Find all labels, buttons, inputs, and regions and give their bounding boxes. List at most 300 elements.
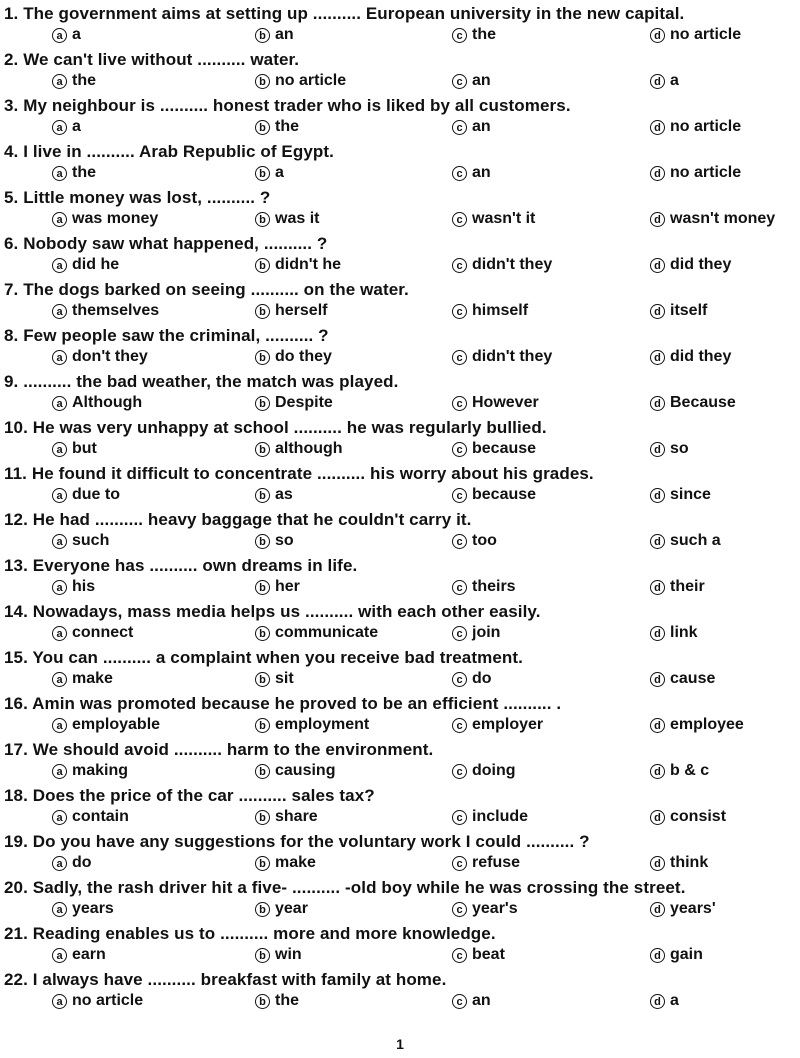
option-text: the (72, 72, 96, 89)
option-letter-circle: c (452, 74, 467, 89)
option-text: although (275, 440, 343, 457)
answer-option-d[interactable] (650, 394, 736, 412)
answer-option-c[interactable] (452, 900, 518, 918)
option-letter-circle: a (52, 120, 67, 135)
answer-option-a[interactable] (52, 164, 96, 182)
question-stem: 1. The government aims at setting up .......... European university in the new capital. (4, 4, 685, 23)
question-stem: 12. He had .......... heavy baggage that he couldn't carry it. (4, 510, 472, 529)
option-text: cause (670, 670, 716, 687)
option-text: an (472, 118, 491, 135)
answer-option-b[interactable] (255, 210, 319, 228)
option-letter-circle: c (452, 258, 467, 273)
answer-option-b[interactable] (255, 118, 299, 136)
question-stem: 13. Everyone has .......... own dreams in life. (4, 556, 358, 575)
answer-option-b[interactable] (255, 992, 299, 1010)
option-letter-circle: b (255, 166, 270, 181)
answer-option-c[interactable] (452, 854, 520, 872)
option-text: himself (472, 302, 529, 319)
option-text: year (275, 900, 308, 917)
option-text: employee (670, 716, 744, 733)
option-text: wasn't it (472, 210, 536, 227)
option-text: link (670, 624, 698, 641)
answer-option-c[interactable] (452, 578, 516, 596)
option-letter-circle: d (650, 626, 665, 641)
option-letter-circle: b (255, 304, 270, 319)
option-letter-circle: a (52, 948, 67, 963)
answer-option-c[interactable] (452, 26, 496, 44)
option-text: but (72, 440, 97, 457)
answer-option-a[interactable] (52, 808, 129, 826)
option-letter-circle: c (452, 902, 467, 917)
question-stem: 9. .......... the bad weather, the match was played. (4, 372, 399, 391)
option-letter-circle: d (650, 258, 665, 273)
option-text: no article (670, 118, 742, 135)
answer-option-c[interactable] (452, 532, 497, 550)
answer-option-d[interactable] (650, 808, 726, 826)
option-text: no article (670, 164, 742, 181)
option-letter-circle: b (255, 350, 270, 365)
option-text: an (472, 72, 491, 89)
option-text: the (275, 118, 299, 135)
answer-option-b[interactable] (255, 854, 316, 872)
answer-option-b[interactable] (255, 256, 341, 274)
option-letter-circle: a (52, 534, 67, 549)
option-letter-circle: c (452, 810, 467, 825)
option-text: no article (72, 992, 144, 1009)
option-letter-circle: b (255, 856, 270, 871)
question-item (0, 368, 800, 414)
answer-option-c[interactable] (452, 486, 536, 504)
question-item (0, 920, 800, 966)
question-stem: 8. Few people saw the criminal, .......... ? (4, 326, 329, 345)
page-number: 1 (396, 1036, 404, 1052)
answer-option-c[interactable] (452, 440, 536, 458)
option-letter-circle: c (452, 626, 467, 641)
option-letter-circle: d (650, 350, 665, 365)
answer-option-d[interactable] (650, 624, 698, 642)
option-letter-circle: d (650, 488, 665, 503)
option-letter-circle: b (255, 810, 270, 825)
option-letter-circle: c (452, 350, 467, 365)
answer-option-d[interactable] (650, 256, 731, 274)
option-text: Because (670, 394, 736, 411)
option-text: such a (670, 532, 721, 549)
answer-option-a[interactable] (52, 946, 106, 964)
option-text: refuse (472, 854, 521, 871)
option-letter-circle: d (650, 534, 665, 549)
option-text: make (275, 854, 316, 871)
option-text: a (670, 992, 679, 1009)
option-letter-circle: b (255, 672, 270, 687)
option-letter-circle: d (650, 28, 665, 43)
option-text: do they (275, 348, 332, 365)
option-letter-circle: b (255, 442, 270, 457)
option-letter-circle: c (452, 534, 467, 549)
option-text: theirs (472, 578, 516, 595)
answer-option-b[interactable] (255, 624, 378, 642)
option-letter-circle: a (52, 304, 67, 319)
option-letter-circle: d (650, 994, 665, 1009)
option-text: didn't they (472, 348, 553, 365)
question-item (0, 644, 800, 690)
option-text: a (72, 118, 81, 135)
option-text: their (670, 578, 705, 595)
option-letter-circle: b (255, 396, 270, 411)
option-letter-circle: b (255, 74, 270, 89)
option-letter-circle: a (52, 764, 67, 779)
option-letter-circle: b (255, 764, 270, 779)
option-letter-circle: a (52, 718, 67, 733)
question-item (0, 506, 800, 552)
question-stem: 17. We should avoid .......... harm to the environment. (4, 740, 434, 759)
option-text: consist (670, 808, 727, 825)
option-text: so (275, 532, 294, 549)
option-letter-circle: b (255, 718, 270, 733)
answer-option-c[interactable] (452, 210, 535, 228)
option-text: employable (72, 716, 161, 733)
option-letter-circle: a (52, 258, 67, 273)
option-text: year's (472, 900, 518, 917)
option-letter-circle: c (452, 718, 467, 733)
question-item (0, 276, 800, 322)
answer-option-a[interactable] (52, 72, 96, 90)
answer-option-c[interactable] (452, 118, 491, 136)
answer-option-d[interactable] (650, 716, 744, 734)
option-text: connect (72, 624, 134, 641)
option-letter-circle: a (52, 396, 67, 411)
option-letter-circle: b (255, 120, 270, 135)
option-text: doing (472, 762, 516, 779)
option-letter-circle: a (52, 350, 67, 365)
question-item (0, 690, 800, 736)
answer-option-b[interactable] (255, 26, 294, 44)
option-text: an (275, 26, 294, 43)
option-letter-circle: d (650, 810, 665, 825)
option-letter-circle: a (52, 166, 67, 181)
option-text: itself (670, 302, 708, 319)
option-text: a (275, 164, 284, 181)
answer-option-d[interactable] (650, 532, 721, 550)
answer-option-b[interactable] (255, 302, 327, 320)
answer-option-c[interactable] (452, 394, 539, 412)
question-item (0, 828, 800, 874)
option-text: an (472, 164, 491, 181)
answer-option-d[interactable] (650, 670, 715, 688)
option-letter-circle: c (452, 28, 467, 43)
question-item (0, 598, 800, 644)
answer-option-b[interactable] (255, 670, 294, 688)
option-text: didn't they (472, 256, 553, 273)
option-letter-circle: c (452, 396, 467, 411)
option-letter-circle: d (650, 902, 665, 917)
option-text: win (275, 946, 302, 963)
question-item (0, 46, 800, 92)
option-text: join (472, 624, 501, 641)
option-letter-circle: c (452, 166, 467, 181)
option-text: the (472, 26, 496, 43)
option-letter-circle: a (52, 28, 67, 43)
question-item (0, 322, 800, 368)
answer-option-b[interactable] (255, 440, 343, 458)
question-item (0, 138, 800, 184)
option-text: don't they (72, 348, 148, 365)
answer-option-a[interactable] (52, 118, 81, 136)
option-text: a (72, 26, 81, 43)
option-letter-circle: a (52, 994, 67, 1009)
answer-option-c[interactable] (452, 624, 500, 642)
question-item (0, 782, 800, 828)
option-text: his (72, 578, 96, 595)
option-letter-circle: b (255, 258, 270, 273)
answer-option-c[interactable] (452, 946, 505, 964)
question-stem: 3. My neighbour is .......... honest trader who is liked by all customers. (4, 96, 571, 115)
option-letter-circle: d (650, 396, 665, 411)
option-text: employment (275, 716, 370, 733)
answer-option-d[interactable] (650, 578, 705, 596)
option-letter-circle: a (52, 488, 67, 503)
answer-option-c[interactable] (452, 348, 552, 366)
answer-option-c[interactable] (452, 256, 552, 274)
option-letter-circle: d (650, 442, 665, 457)
answer-option-a[interactable] (52, 532, 109, 550)
option-text: causing (275, 762, 336, 779)
answer-option-c[interactable] (452, 72, 491, 90)
option-text: wasn't money (670, 210, 776, 227)
answer-option-d[interactable] (650, 762, 709, 780)
option-text: her (275, 578, 300, 595)
question-stem: 22. I always have .......... breakfast with family at home. (4, 970, 447, 989)
answer-option-b[interactable] (255, 808, 318, 826)
option-text: herself (275, 302, 328, 319)
option-text: as (275, 486, 293, 503)
option-text: due to (72, 486, 120, 503)
option-text: beat (472, 946, 505, 963)
option-text: was it (275, 210, 320, 227)
answer-option-b[interactable] (255, 486, 293, 504)
option-letter-circle: a (52, 74, 67, 89)
answer-option-d[interactable] (650, 164, 741, 182)
option-text: years' (670, 900, 716, 917)
question-stem: 5. Little money was lost, .......... ? (4, 188, 271, 207)
option-text: do (472, 670, 492, 687)
option-text: gain (670, 946, 703, 963)
option-text: earn (72, 946, 106, 963)
answer-option-b[interactable] (255, 394, 333, 412)
option-letter-circle: c (452, 580, 467, 595)
option-letter-circle: b (255, 902, 270, 917)
question-stem: 14. Nowadays, mass media helps us .......... with each other easily. (4, 602, 541, 621)
option-letter-circle: a (52, 672, 67, 687)
answer-option-a[interactable] (52, 762, 128, 780)
option-text: make (72, 670, 113, 687)
option-text: b & c (670, 762, 710, 779)
option-text: no article (670, 26, 742, 43)
answer-option-b[interactable] (255, 716, 369, 734)
answer-option-b[interactable] (255, 532, 294, 550)
question-item (0, 460, 800, 506)
option-text: because (472, 486, 537, 503)
question-item (0, 414, 800, 460)
option-letter-circle: c (452, 994, 467, 1009)
answer-option-c[interactable] (452, 670, 492, 688)
option-text: years (72, 900, 114, 917)
option-text: a (670, 72, 679, 89)
answer-option-c[interactable] (452, 992, 491, 1010)
answer-option-a[interactable] (52, 348, 148, 366)
answer-option-d[interactable] (650, 854, 708, 872)
option-text: However (472, 394, 539, 411)
answer-option-d[interactable] (650, 486, 711, 504)
question-item (0, 874, 800, 920)
option-letter-circle: a (52, 626, 67, 641)
option-letter-circle: b (255, 28, 270, 43)
option-letter-circle: d (650, 166, 665, 181)
option-letter-circle: c (452, 764, 467, 779)
option-letter-circle: a (52, 212, 67, 227)
option-text: such (72, 532, 110, 549)
option-text: the (275, 992, 299, 1009)
answer-option-a[interactable] (52, 26, 81, 44)
option-text: because (472, 440, 537, 457)
question-item (0, 966, 800, 1012)
option-letter-circle: c (452, 304, 467, 319)
option-text: share (275, 808, 318, 825)
option-text: the (72, 164, 96, 181)
option-text: too (472, 532, 497, 549)
answer-option-d[interactable] (650, 348, 731, 366)
option-text: think (670, 854, 709, 871)
option-letter-circle: c (452, 442, 467, 457)
answer-option-a[interactable] (52, 302, 159, 320)
option-letter-circle: a (52, 856, 67, 871)
answer-option-a[interactable] (52, 854, 92, 872)
question-stem: 20. Sadly, the rash driver hit a five- .......... -old boy while he was crossing the street. (4, 878, 686, 897)
option-text: making (72, 762, 129, 779)
answer-option-a[interactable] (52, 486, 120, 504)
option-letter-circle: b (255, 488, 270, 503)
answer-option-b[interactable] (255, 900, 308, 918)
option-letter-circle: b (255, 212, 270, 227)
answer-option-a[interactable] (52, 440, 97, 458)
answer-option-d[interactable] (650, 210, 775, 228)
answer-option-d[interactable] (650, 946, 703, 964)
answer-option-d[interactable] (650, 72, 679, 90)
option-text: employer (472, 716, 544, 733)
answer-option-a[interactable] (52, 210, 158, 228)
option-letter-circle: d (650, 74, 665, 89)
option-text: themselves (72, 302, 160, 319)
question-stem: 21. Reading enables us to .......... more and more knowledge. (4, 924, 496, 943)
option-letter-circle: c (452, 672, 467, 687)
option-letter-circle: c (452, 212, 467, 227)
answer-option-b[interactable] (255, 164, 284, 182)
option-letter-circle: a (52, 580, 67, 595)
option-letter-circle: d (650, 764, 665, 779)
option-letter-circle: b (255, 534, 270, 549)
question-stem: 10. He was very unhappy at school .......... he was regularly bullied. (4, 418, 547, 437)
option-text: no article (275, 72, 347, 89)
option-text: communicate (275, 624, 379, 641)
question-stem: 16. Amin was promoted because he proved to be an efficient .......... . (4, 694, 562, 713)
answer-option-a[interactable] (52, 670, 113, 688)
question-stem: 19. Do you have any suggestions for the voluntary work I could .......... ? (4, 832, 590, 851)
question-item (0, 0, 800, 46)
answer-option-a[interactable] (52, 992, 143, 1010)
answer-option-d[interactable] (650, 440, 689, 458)
answer-option-a[interactable] (52, 578, 95, 596)
option-letter-circle: b (255, 580, 270, 595)
answer-option-d[interactable] (650, 302, 707, 320)
option-letter-circle: d (650, 718, 665, 733)
option-letter-circle: d (650, 304, 665, 319)
answer-option-c[interactable] (452, 716, 543, 734)
option-text: didn't he (275, 256, 342, 273)
question-stem: 6. Nobody saw what happened, .......... ? (4, 234, 328, 253)
option-letter-circle: c (452, 948, 467, 963)
option-letter-circle: d (650, 948, 665, 963)
answer-option-a[interactable] (52, 900, 114, 918)
option-letter-circle: a (52, 810, 67, 825)
option-text: sit (275, 670, 294, 687)
question-stem: 2. We can't live without .......... water. (4, 50, 300, 69)
question-item (0, 230, 800, 276)
question-stem: 4. I live in .......... Arab Republic of Egypt. (4, 142, 334, 161)
option-letter-circle: c (452, 488, 467, 503)
answer-option-a[interactable] (52, 624, 133, 642)
question-item (0, 184, 800, 230)
answer-option-c[interactable] (452, 302, 528, 320)
option-letter-circle: b (255, 948, 270, 963)
option-text: so (670, 440, 689, 457)
question-item (0, 92, 800, 138)
answer-option-d[interactable] (650, 118, 741, 136)
option-letter-circle: d (650, 856, 665, 871)
option-letter-circle: c (452, 856, 467, 871)
option-text: include (472, 808, 529, 825)
answer-option-d[interactable] (650, 26, 741, 44)
answer-option-b[interactable] (255, 72, 346, 90)
option-letter-circle: d (650, 580, 665, 595)
answer-option-b[interactable] (255, 348, 332, 366)
answer-option-b[interactable] (255, 946, 302, 964)
option-text: Although (72, 394, 143, 411)
answer-option-c[interactable] (452, 762, 516, 780)
answer-option-a[interactable] (52, 716, 160, 734)
question-item (0, 736, 800, 782)
answer-option-b[interactable] (255, 762, 335, 780)
option-text: did they (670, 348, 732, 365)
answer-option-a[interactable] (52, 256, 119, 274)
answer-option-d[interactable] (650, 900, 716, 918)
option-text: since (670, 486, 711, 503)
option-text: contain (72, 808, 129, 825)
option-letter-circle: d (650, 212, 665, 227)
option-text: do (72, 854, 92, 871)
option-text: was money (72, 210, 159, 227)
answer-option-a[interactable] (52, 394, 142, 412)
question-stem: 7. The dogs barked on seeing .......... on the water. (4, 280, 409, 299)
question-stem: 15. You can .......... a complaint when you receive bad treatment. (4, 648, 523, 667)
answer-option-d[interactable] (650, 992, 679, 1010)
answer-option-b[interactable] (255, 578, 300, 596)
answer-option-c[interactable] (452, 808, 528, 826)
question-stem: 11. He found it difficult to concentrate .......... his worry about his grades. (4, 464, 594, 483)
option-text: did they (670, 256, 732, 273)
option-letter-circle: a (52, 902, 67, 917)
option-text: Despite (275, 394, 333, 411)
option-text: an (472, 992, 491, 1009)
answer-option-c[interactable] (452, 164, 491, 182)
